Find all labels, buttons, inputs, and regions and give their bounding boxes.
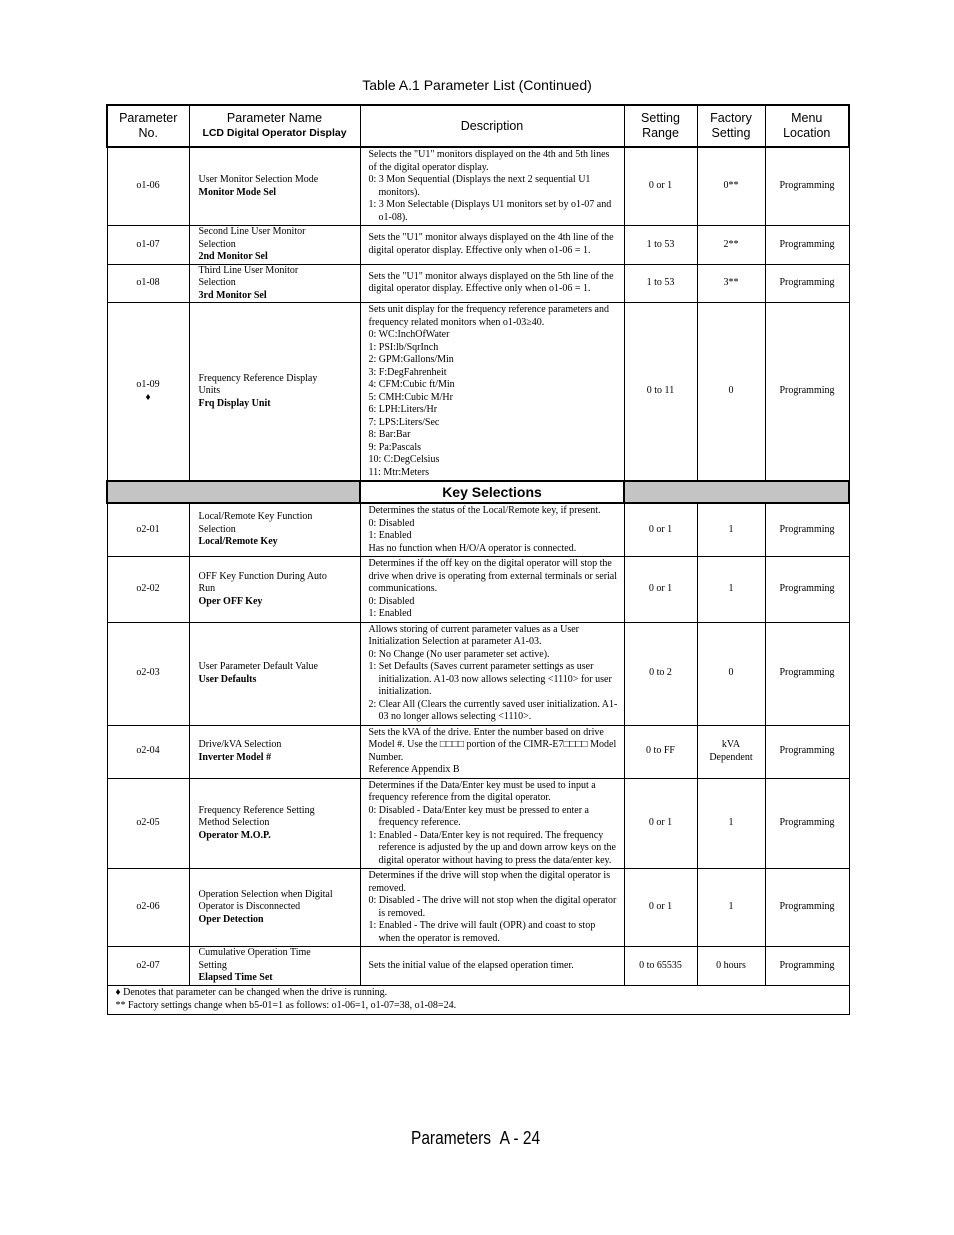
param-no: o1-09 (136, 379, 160, 390)
param-name-cell (189, 503, 360, 557)
footnotes-row (107, 985, 849, 1014)
factory-setting-cell (697, 869, 765, 947)
param-no: o2-03 (136, 667, 160, 679)
setting-range: 0 or 1 (648, 523, 673, 535)
description-cell (360, 503, 624, 557)
param-display-name: Inverter Model # (198, 751, 272, 763)
param-name: Selection (198, 523, 236, 535)
description-line: Determines the status of the Local/Remote key, if present. (368, 505, 601, 516)
param-no: o1-06 (136, 180, 160, 192)
description-line: 0: WC:InchOfWater (368, 329, 450, 340)
factory-setting: 0 (728, 385, 734, 397)
param-no: o1-08 (136, 277, 160, 288)
description-line: 3: F:DegFahrenheit (368, 366, 447, 378)
description-line: Has no function when H/O/A operator is connected. (368, 542, 577, 554)
description-cell (360, 869, 624, 947)
param-no-cell (107, 147, 189, 226)
param-no-cell (107, 226, 189, 265)
menu-location-cell (765, 725, 849, 778)
param-name: Local/Remote Key Function (198, 511, 313, 523)
param-no-cell (107, 725, 189, 778)
description-line: 5: CMH:Cubic M/Hr (368, 391, 453, 403)
setting-range-cell (624, 869, 697, 947)
param-display-name: 3rd Monitor Sel (198, 289, 267, 301)
description-line: 11: Mtr:Meters (368, 466, 429, 478)
menu-location: Programming (779, 277, 835, 288)
header-param-no: Parameter No. (107, 105, 189, 147)
footnote-running: ♦ Denotes that parameter can be changed when the drive is running. (115, 987, 388, 998)
menu-location: Programming (779, 180, 835, 192)
param-name: Method Selection (198, 817, 270, 828)
description-cell (360, 226, 624, 265)
description-line: 1: Enabled - Data/Enter key is not required. The frequency reference is adjusted by the up and down arrow keys on the digital operator without having to press the data/enter key. (368, 829, 616, 866)
table-row (107, 557, 849, 623)
page-number: A - 24 (499, 1128, 541, 1148)
description-line: 1: Enabled (368, 608, 412, 619)
param-name-cell (189, 147, 360, 226)
factory-setting: 1 (728, 817, 734, 828)
factory-setting: 1 (728, 901, 734, 913)
param-name: Setting (198, 959, 227, 971)
param-name-cell (189, 725, 360, 778)
header-description: Description (360, 105, 624, 147)
menu-location-cell (765, 557, 849, 623)
menu-location-cell (765, 303, 849, 482)
description-line: Selects the "U1" monitors displayed on the 4th and 5th lines of the digital operator display. (368, 149, 610, 173)
param-display-name: Operator M.O.P. (198, 829, 271, 841)
param-no: o1-07 (136, 238, 160, 250)
factory-setting: 1 (728, 583, 734, 594)
param-name: Selection (198, 277, 236, 288)
factory-setting-cell (697, 226, 765, 265)
table-row (107, 303, 849, 482)
menu-location-cell (765, 622, 849, 725)
description-line: 2: GPM:Gallons/Min (368, 354, 454, 365)
description-cell (360, 147, 624, 226)
description-line: 9: Pa:Pascals (368, 441, 421, 453)
factory-setting-cell (697, 622, 765, 725)
table-row (107, 503, 849, 557)
param-no: o2-07 (136, 959, 160, 971)
param-no: o2-02 (136, 583, 160, 594)
param-name: Cumulative Operation Time (198, 947, 311, 958)
menu-location: Programming (779, 959, 835, 971)
description-line: 0: No Change (No user parameter set active). (368, 648, 550, 660)
param-display-name: Local/Remote Key (198, 536, 278, 548)
param-name-cell (189, 557, 360, 623)
factory-setting: 3** (723, 277, 739, 288)
param-name: Frequency Reference Setting (198, 804, 315, 816)
runtime-change-marker: ♦ (145, 391, 151, 403)
menu-location-cell (765, 226, 849, 265)
factory-setting-cell (697, 778, 765, 869)
factory-setting-cell (697, 303, 765, 482)
menu-location: Programming (779, 583, 835, 594)
description-line: Sets unit display for the frequency reference parameters and frequency related monitors when o1-03≥40. (368, 304, 609, 328)
description-line: Determines if the Data/Enter key must be used to input a frequency reference from the digital operator. (368, 779, 596, 803)
factory-setting: 0** (723, 180, 739, 192)
description-cell (360, 947, 624, 986)
table-row (107, 264, 849, 303)
menu-location-cell (765, 147, 849, 226)
param-name: Units (198, 385, 221, 397)
param-display-name: 2nd Monitor Sel (198, 251, 268, 262)
description-cell (360, 557, 624, 623)
param-no-cell (107, 869, 189, 947)
description-line: Determines if the off key on the digital operator will stop the drive when drive is operating from external terminals or serial communications. (368, 558, 618, 594)
param-no: o2-04 (136, 745, 160, 757)
setting-range: 0 to FF (646, 745, 675, 757)
table-row (107, 147, 849, 226)
setting-range-cell (624, 778, 697, 869)
description-cell (360, 778, 624, 869)
menu-location: Programming (779, 385, 835, 397)
param-no-cell (107, 503, 189, 557)
setting-range: 0 or 1 (648, 583, 673, 594)
setting-range: 1 to 53 (646, 238, 675, 250)
setting-range: 0 to 2 (649, 667, 672, 679)
param-name: User Monitor Selection Mode (198, 174, 319, 185)
header-param-name: Parameter Name LCD Digital Operator Display (189, 105, 360, 147)
param-display-name: Oper Detection (198, 913, 264, 925)
param-name-cell (189, 226, 360, 265)
table-row (107, 725, 849, 778)
table-row (107, 778, 849, 869)
setting-range: 0 or 1 (648, 180, 673, 192)
param-display-name: Oper OFF Key (198, 595, 263, 607)
description-line: 6: LPH:Liters/Hr (368, 404, 438, 415)
parameter-table (106, 104, 850, 1015)
setting-range-cell (624, 557, 697, 623)
menu-location: Programming (779, 745, 835, 757)
description-line: 0: Disabled - The drive will not stop when the digital operator is removed. (368, 895, 617, 919)
menu-location-cell (765, 947, 849, 986)
description-line: 8: Bar:Bar (368, 429, 411, 440)
param-no: o2-06 (136, 901, 160, 913)
page-footer (411, 1128, 545, 1149)
param-name: Selection (198, 238, 236, 250)
page-label: Parameters (411, 1128, 492, 1148)
setting-range: 0 or 1 (648, 817, 673, 828)
param-name: Third Line User Monitor (198, 264, 299, 276)
table-row (107, 869, 849, 947)
description-line: Sets the kVA of the drive. Enter the number based on drive Model #. Use the □□□□ portion of the CIMR-E7□□□□ Model Number. (368, 726, 617, 763)
header-factory-setting: Factory Setting (697, 105, 765, 147)
factory-setting-cell (697, 264, 765, 303)
setting-range-cell (624, 503, 697, 557)
setting-range-cell (624, 947, 697, 986)
param-no-cell (107, 264, 189, 303)
description-cell (360, 725, 624, 778)
description-line: 1: 3 Mon Selectable (Displays U1 monitors set by o1-07 and o1-08). (368, 199, 612, 223)
description-line: 0: Disabled (368, 595, 415, 607)
menu-location: Programming (779, 238, 835, 250)
setting-range-cell (624, 147, 697, 226)
setting-range: 0 or 1 (648, 901, 673, 913)
factory-setting: 0 (728, 667, 734, 679)
menu-location: Programming (779, 901, 835, 913)
factory-setting-cell (697, 557, 765, 623)
description-line: Reference Appendix B (368, 764, 460, 775)
description-line: 7: LPS:Liters/Sec (368, 416, 440, 428)
table-caption: Table A.1 Parameter List (Continued) (362, 77, 592, 93)
setting-range: 0 to 11 (646, 385, 675, 397)
factory-setting-cell (697, 147, 765, 226)
table-row (107, 226, 849, 265)
param-name: OFF Key Function During Auto (198, 570, 327, 582)
param-no-cell (107, 557, 189, 623)
description-line: 1: Enabled - The drive will fault (OPR) and coast to stop when the operator is removed. (368, 920, 596, 944)
param-display-name: Elapsed Time Set (198, 972, 273, 983)
param-name: Frequency Reference Display (198, 372, 318, 384)
description-line: 1: Set Defaults (Saves current parameter settings as user initialization. A1-03 now allows selecting <1110> for user initialization. (368, 661, 612, 697)
menu-location: Programming (779, 523, 835, 535)
description-line: 10: C:DegCelsius (368, 454, 440, 465)
description-line: 0: Disabled (368, 517, 415, 529)
description-cell (360, 622, 624, 725)
param-display-name: Monitor Mode Sel (198, 186, 277, 198)
description-line: 0: Disabled - Data/Enter key must be pressed to enter a frequency reference. (368, 804, 589, 828)
description-line: Sets the "U1" monitor always displayed on the 5th line of the digital operator display. Effective only when o1-06 = 1. (368, 270, 614, 295)
param-name: Operation Selection when Digital (198, 888, 333, 900)
section-spacer-left (107, 481, 360, 503)
header-setting-range: Setting Range (624, 105, 697, 147)
param-name-cell (189, 264, 360, 303)
setting-range-cell (624, 303, 697, 482)
setting-range-cell (624, 264, 697, 303)
footnote-factory: ** Factory settings change when b5-01=1 as follows: o1-06=1, o1-07=38, o1-08=24. (115, 999, 457, 1011)
param-no-cell (107, 622, 189, 725)
param-name-cell (189, 622, 360, 725)
description-line: 1: Enabled (368, 530, 412, 541)
param-no: o2-05 (136, 817, 160, 828)
factory-setting-cell (697, 947, 765, 986)
setting-range-cell (624, 622, 697, 725)
footnotes (107, 985, 849, 1014)
param-name: Drive/kVA Selection (198, 739, 282, 750)
factory-setting: kVA Dependent (709, 739, 753, 763)
param-name: Second Line User Monitor (198, 226, 306, 237)
menu-location-cell (765, 503, 849, 557)
description-line: Determines if the drive will stop when the digital operator is removed. (368, 870, 611, 894)
description-line: 1: PSI:lb/SqrInch (368, 341, 439, 353)
param-name: Run (198, 583, 216, 594)
param-name-cell (189, 947, 360, 986)
param-name: Operator is Disconnected (198, 901, 301, 913)
factory-setting: 2** (723, 238, 739, 250)
menu-location-cell (765, 869, 849, 947)
param-no: o2-01 (136, 523, 160, 535)
setting-range: 0 to 65535 (639, 959, 682, 971)
section-spacer-right (624, 481, 849, 503)
description-cell (360, 264, 624, 303)
description-line: Allows storing of current parameter values as a User Initialization Selection at parameter A1-03. (368, 623, 579, 647)
header-row (107, 105, 849, 147)
setting-range-cell (624, 226, 697, 265)
description-line: Sets the "U1" monitor always displayed on the 4th line of the digital operator display. Effective only when o1-06 = 1. (368, 232, 614, 256)
factory-setting-cell (697, 503, 765, 557)
param-no-cell (107, 303, 189, 482)
header-menu-location: Menu Location (765, 105, 849, 147)
menu-location-cell (765, 778, 849, 869)
description-line: 0: 3 Mon Sequential (Displays the next 2 sequential U1 monitors). (368, 174, 591, 198)
menu-location: Programming (779, 817, 835, 828)
table-row (107, 947, 849, 986)
description-line: Sets the initial value of the elapsed operation timer. (368, 959, 574, 971)
param-name-cell (189, 778, 360, 869)
param-no-cell (107, 947, 189, 986)
param-display-name: Frq Display Unit (198, 397, 271, 409)
factory-setting-cell (697, 725, 765, 778)
section-row (107, 481, 849, 503)
setting-range: 1 to 53 (646, 277, 675, 288)
param-display-name: User Defaults (198, 673, 257, 685)
setting-range-cell (624, 725, 697, 778)
param-no-cell (107, 778, 189, 869)
param-name-cell (189, 869, 360, 947)
description-line: 4: CFM:Cubic ft/Min (368, 379, 455, 390)
table-row (107, 622, 849, 725)
menu-location: Programming (779, 667, 835, 679)
factory-setting: 0 hours (716, 959, 746, 971)
factory-setting: 1 (728, 523, 734, 535)
description-line: 2: Clear All (Clears the currently saved user initialization. A1-03 no longer allows selecting <1110>. (368, 698, 618, 722)
param-name-cell (189, 303, 360, 482)
description-cell (360, 303, 624, 482)
section-title: Key Selections (360, 481, 624, 503)
menu-location-cell (765, 264, 849, 303)
param-name: User Parameter Default Value (198, 661, 318, 672)
